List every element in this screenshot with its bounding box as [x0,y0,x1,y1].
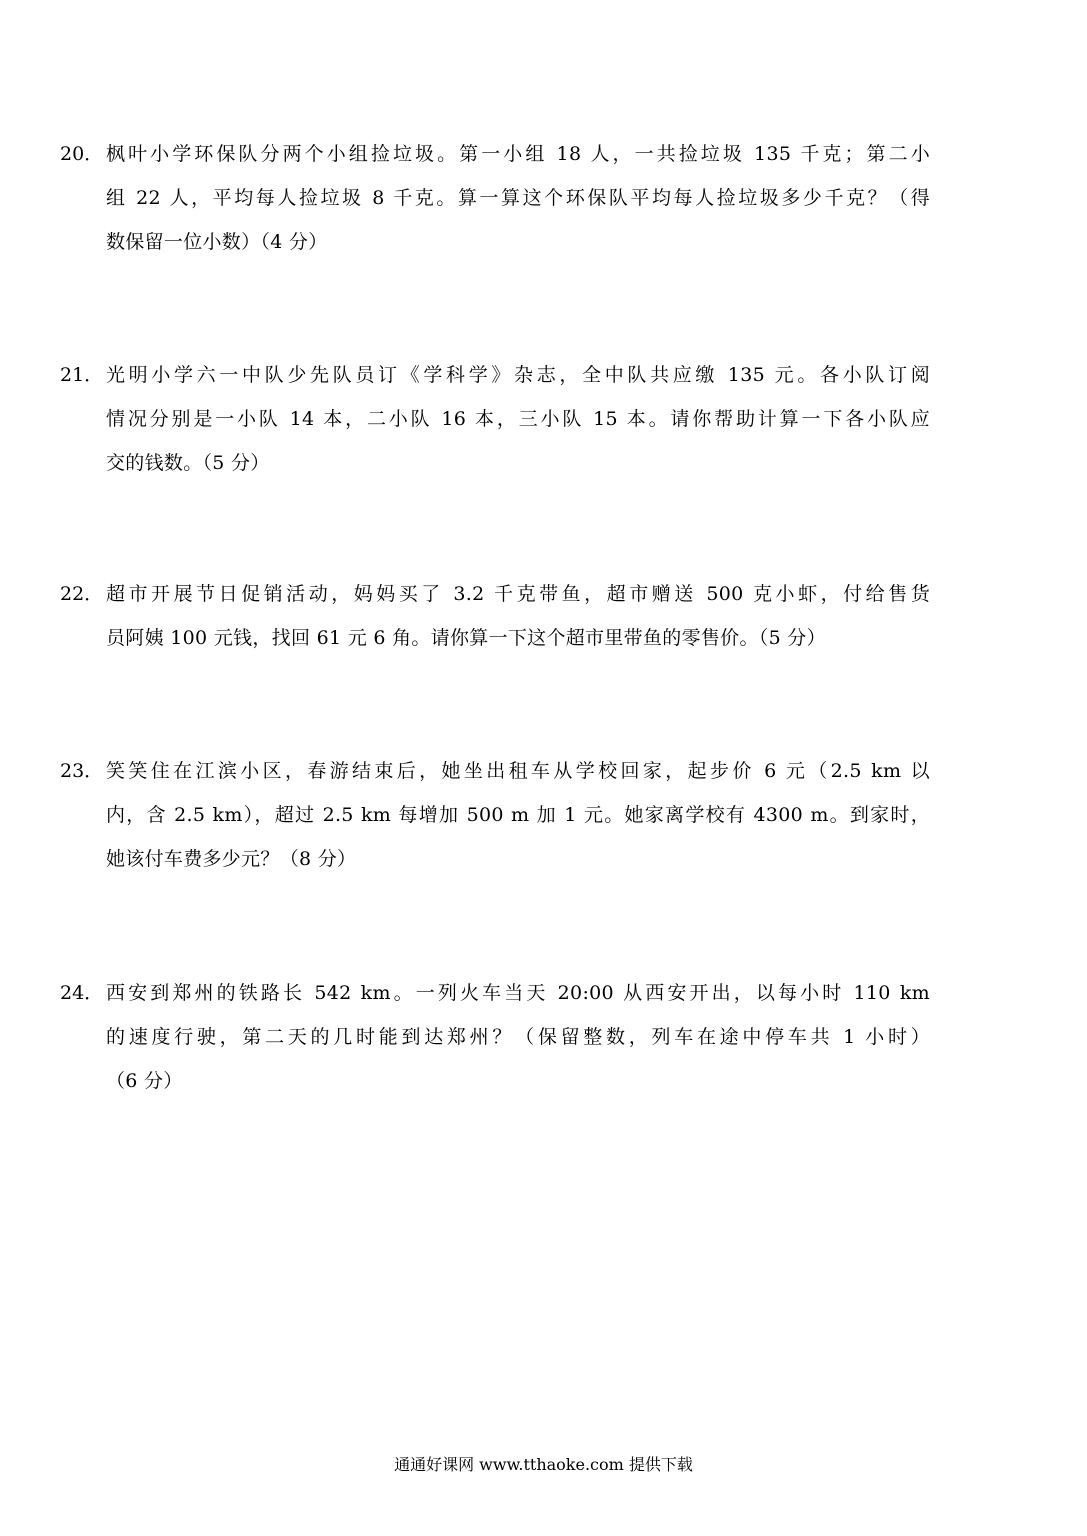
problem-text-line: 组 22 人，平均每人捡垃圾 8 千克。算一算这个环保队平均每人捡垃圾多少千克？（得 [106,187,930,209]
problem-text-line: （6 分） [106,1070,183,1092]
problem-number: 20． [60,143,104,165]
problem-text-line: 内，含 2.5 km），超过 2.5 km 每增加 500 m 加 1 元。她家离学校有 4300 m。到家时， [106,804,930,826]
problem-text-line: 交的钱数。（5 分） [106,452,270,474]
problem-22 [60,572,930,660]
problem-24 [60,971,930,1103]
problem-text-line: 她该付车费多少元？（8 分） [106,848,357,870]
problem-text-line: 员阿姨 100 元钱，找回 61 元 6 角。请你算一下这个超市里带鱼的零售价。（5 分） [106,627,826,649]
problem-text-line: 西安到郑州的铁路长 542 km。一列火车当天 20:00 从西安开出，以每小时 110 km [106,982,930,1004]
problem-text-line: 光明小学六一中队少先队员订《学科学》杂志，全中队共应缴 135 元。各小队订阅 [106,364,930,386]
problem-number: 23． [60,760,104,782]
problem-text-line: 笑笑住在江滨小区，春游结束后，她坐出租车从学校回家，起步价 6 元（2.5 km 以 [106,760,930,782]
problem-number: 24． [60,982,104,1004]
problem-text-line: 超市开展节日促销活动，妈妈买了 3.2 千克带鱼，超市赠送 500 克小虾，付给售货 [106,583,930,605]
problem-21 [60,353,930,485]
problem-text-line: 枫叶小学环保队分两个小组捡垃圾。第一小组 18 人，一共捡垃圾 135 千克；第二小 [106,143,930,165]
problem-23 [60,749,930,881]
problem-text-line: 情况分别是一小队 14 本，二小队 16 本，三小队 15 本。请你帮助计算一下各小队应 [106,408,930,430]
problem-number: 22． [60,583,104,605]
problem-20 [60,132,930,264]
problem-text-line: 的速度行驶，第二天的几时能到达郑州？（保留整数，列车在途中停车共 1 小时） [106,1026,930,1048]
problem-text-line: 数保留一位小数）（4 分） [106,231,328,253]
problem-number: 21． [60,364,104,386]
page-footer: 通通好课网 www.tthaoke.com 提供下载 [394,1455,693,1474]
